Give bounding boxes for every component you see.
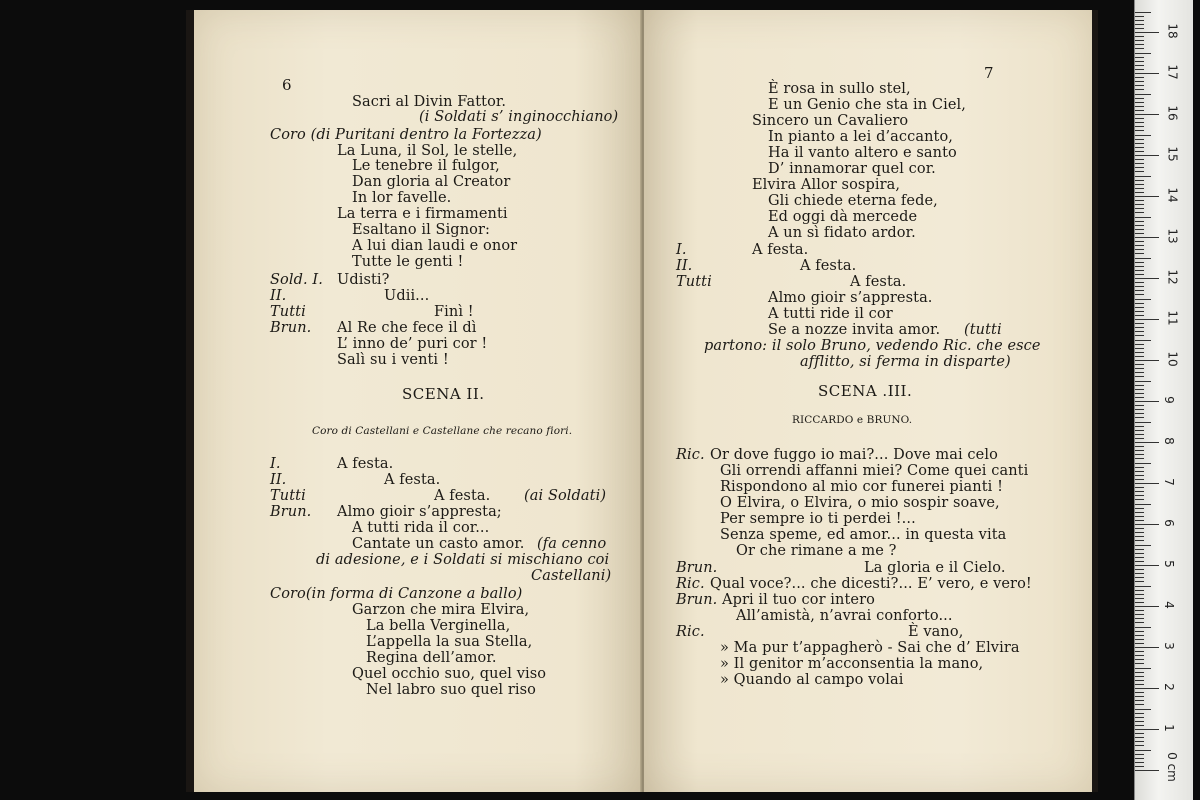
- ruler-tick: [1135, 631, 1144, 632]
- ruler-tick: [1135, 61, 1144, 62]
- verse-line: Salì su i venti !: [337, 352, 449, 368]
- verse-line: A festa.: [752, 242, 809, 258]
- ruler-tick: [1135, 245, 1144, 246]
- verse-line: La terra e i firmamenti: [337, 206, 508, 222]
- ruler-tick: [1135, 53, 1151, 54]
- verse-line: L’ inno de’ puri cor !: [337, 336, 488, 352]
- ruler-tick: [1135, 327, 1144, 328]
- ruler-tick: [1135, 376, 1144, 377]
- verse-line: Gli chiede eterna fede,: [768, 193, 938, 209]
- ruler-tick: [1135, 217, 1151, 218]
- ruler-tick: [1135, 471, 1144, 472]
- ruler-tick: [1135, 565, 1159, 566]
- ruler-tick: [1135, 540, 1144, 541]
- ruler-tick: [1135, 606, 1159, 607]
- verse-line: All’amistà, n’avrai conforto...: [736, 608, 953, 624]
- ruler-tick: [1135, 372, 1144, 373]
- ruler-tick: [1135, 635, 1144, 636]
- ruler-tick: [1135, 770, 1159, 771]
- ruler-tick: [1135, 688, 1159, 689]
- verse-line: In pianto a lei d’accanto,: [768, 129, 953, 145]
- ruler-tick: [1135, 524, 1159, 525]
- verse-line: Per sempre io ti perdei !...: [720, 511, 916, 527]
- speaker-label: Ric.: [676, 624, 705, 640]
- verse-line: D’ innamorar quel cor.: [768, 161, 936, 177]
- ruler-tick: [1135, 266, 1144, 267]
- stage-direction: afflitto, si ferma in disparte): [800, 354, 1011, 370]
- ruler-tick: [1135, 24, 1144, 25]
- verse-line: Quel occhio suo, quel viso: [352, 666, 547, 682]
- ruler-tick: [1135, 253, 1144, 254]
- ruler-tick: [1135, 422, 1151, 423]
- ruler-tick: [1135, 745, 1144, 746]
- verse-line: A tutti ride il cor: [768, 306, 893, 322]
- ruler-tick: [1135, 122, 1144, 123]
- verse-line: Gli orrendi affanni miei? Come quei canti: [720, 463, 1029, 479]
- ruler-tick: [1135, 573, 1144, 574]
- ruler-tick: [1135, 233, 1144, 234]
- ruler-tick: [1135, 241, 1144, 242]
- verse-line: A festa.: [337, 456, 394, 472]
- ruler-tick: [1135, 602, 1144, 603]
- stage-direction: partono: il solo Bruno, vedendo Ric. che esce: [704, 338, 1041, 354]
- ruler-tick: [1135, 12, 1151, 13]
- ruler-tick: [1135, 147, 1144, 148]
- scene-heading: SCENA II.: [402, 385, 485, 403]
- ruler-tick: [1135, 610, 1144, 611]
- ruler-tick: [1135, 323, 1144, 324]
- ruler-tick: [1135, 290, 1144, 291]
- verse-line: Finì !: [434, 304, 474, 320]
- ruler-tick: [1135, 598, 1144, 599]
- ruler-tick: [1135, 651, 1144, 652]
- ruler-tick: [1135, 229, 1144, 230]
- ruler-number: 12: [1165, 269, 1180, 285]
- ruler-tick: [1135, 454, 1144, 455]
- ruler-tick: [1135, 294, 1144, 295]
- ruler-tick: [1135, 520, 1144, 521]
- verse-line: » Ma pur t’appagherò - Sai che d’ Elvira: [720, 640, 1020, 656]
- ruler-number: 8: [1161, 437, 1176, 445]
- ruler-tick: [1135, 655, 1144, 656]
- ruler-tick: [1135, 212, 1144, 213]
- ruler-tick: [1135, 483, 1159, 484]
- ruler-tick: [1135, 151, 1144, 152]
- verse-line: Ha il vanto altero e santo: [768, 145, 957, 161]
- verse-line: Almo gioir s’appresta.: [768, 290, 933, 306]
- ruler-tick: [1135, 192, 1144, 193]
- verse-line: Se a nozze invita amor.: [768, 322, 941, 338]
- speaker-label: Sold. I.: [270, 272, 323, 288]
- ruler-tick: [1135, 717, 1144, 718]
- speaker-label: Brun.: [676, 592, 718, 608]
- verse-line: In lor favelle.: [352, 190, 452, 206]
- ruler-tick: [1135, 73, 1159, 74]
- verse-line: Le tenebre il fulgor,: [352, 158, 500, 174]
- ruler-tick: [1135, 536, 1144, 537]
- ruler-tick: [1135, 180, 1144, 181]
- ruler-tick: [1135, 401, 1159, 402]
- speaker-label: Ric.: [676, 576, 705, 592]
- ruler-tick: [1135, 594, 1144, 595]
- verse-line: La gloria e il Cielo.: [864, 560, 1006, 576]
- ruler-tick: [1135, 270, 1144, 271]
- ruler-tick: [1135, 413, 1144, 414]
- ruler-tick: [1135, 409, 1144, 410]
- verse-line: Esaltano il Signor:: [352, 222, 490, 238]
- ruler-tick: [1135, 741, 1144, 742]
- ruler-tick: [1135, 704, 1144, 705]
- verse-line: Senza speme, ed amor... in questa vita: [720, 527, 1007, 543]
- ruler-tick: [1135, 335, 1144, 336]
- ruler-tick: [1135, 434, 1144, 435]
- ruler-tick: [1135, 586, 1151, 587]
- speaker-line: Coro (di Puritani dentro la Fortezza): [270, 127, 542, 143]
- ruler-tick: [1135, 171, 1144, 172]
- speaker-label: Tutti: [270, 488, 306, 504]
- ruler-tick: [1135, 663, 1144, 664]
- ruler-tick: [1135, 672, 1144, 673]
- scene-description: Coro di Castellani e Castellane che recano fiori.: [312, 425, 573, 437]
- verse-line: Tutte le genti !: [352, 254, 464, 270]
- scene-heading: SCENA .III.: [818, 382, 913, 400]
- verse-line: Nel labro suo quel riso: [366, 682, 536, 698]
- ruler-tick: [1135, 32, 1159, 33]
- verse-line: Cantate un casto amor.: [352, 536, 525, 552]
- ruler-tick: [1135, 397, 1144, 398]
- speaker-label: II.: [270, 472, 287, 488]
- ruler-tick: [1135, 659, 1144, 660]
- ruler-number: 4: [1161, 601, 1176, 609]
- speaker-label: II.: [270, 288, 287, 304]
- ruler-tick: [1135, 381, 1151, 382]
- ruler-tick: [1135, 315, 1144, 316]
- open-book: [186, 10, 1098, 792]
- ruler-tick: [1135, 614, 1144, 615]
- verse-line: Or che rimane a me ?: [736, 543, 897, 559]
- ruler-tick: [1135, 442, 1159, 443]
- ruler-tick: [1135, 622, 1144, 623]
- ruler-tick: [1135, 368, 1144, 369]
- ruler-tick: [1135, 163, 1144, 164]
- verse-line: A tutti rida il cor...: [352, 520, 490, 536]
- ruler-tick: [1135, 221, 1144, 222]
- ruler-tick: [1135, 467, 1144, 468]
- verse-line: Sacri al Divin Fattor.: [352, 94, 507, 110]
- ruler-tick: [1135, 479, 1144, 480]
- verse-line: Dan gloria al Creator: [352, 174, 511, 190]
- ruler-tick: [1135, 184, 1144, 185]
- ruler-tick: [1135, 118, 1144, 119]
- verse-line: Almo gioir s’appresta;: [337, 504, 502, 520]
- verse-line: A festa.: [850, 274, 907, 290]
- verse-line: È rosa in sullo stel,: [768, 81, 911, 97]
- scene-description: RICCARDO e BRUNO.: [792, 414, 913, 426]
- speaker-label: I.: [270, 456, 281, 472]
- verse-line: Al Re che fece il dì: [337, 320, 477, 336]
- ruler-tick: [1135, 262, 1144, 263]
- verse-line: A festa.: [434, 488, 491, 504]
- ruler-tick: [1135, 85, 1144, 86]
- ruler-tick: [1135, 627, 1151, 628]
- ruler-number: 16: [1165, 105, 1180, 121]
- ruler-number: 15: [1165, 146, 1180, 162]
- ruler-tick: [1135, 143, 1144, 144]
- verse-line: È vano,: [908, 624, 964, 640]
- ruler-tick: [1135, 762, 1144, 763]
- ruler-number: 7: [1161, 478, 1176, 486]
- ruler-tick: [1135, 405, 1144, 406]
- ruler-tick: [1135, 516, 1144, 517]
- verse-line: Garzon che mira Elvira,: [352, 602, 530, 618]
- ruler-tick: [1135, 81, 1144, 82]
- ruler-tick: [1135, 348, 1144, 349]
- verse-line: La Luna, il Sol, le stelle,: [337, 143, 518, 159]
- ruler-tick: [1135, 364, 1144, 365]
- ruler-tick: [1135, 102, 1144, 103]
- ruler-tick: [1135, 286, 1144, 287]
- ruler-number: 14: [1165, 187, 1180, 203]
- ruler-tick: [1135, 487, 1144, 488]
- ruler-number: 2: [1161, 683, 1176, 691]
- verse-line: A lui dian laudi e onor: [352, 238, 518, 254]
- verse-line: Apri il tuo cor intero: [722, 592, 875, 608]
- ruler-tick: [1135, 766, 1144, 767]
- stage-direction: (fa cenno: [537, 536, 607, 552]
- ruler-tick: [1135, 709, 1151, 710]
- verse-line: Ed oggi dà mercede: [768, 209, 918, 225]
- ruler-origin-label: 0 cm: [1164, 752, 1179, 782]
- ruler-tick: [1135, 549, 1144, 550]
- ruler-tick: [1135, 737, 1144, 738]
- ruler-tick: [1135, 110, 1144, 111]
- ruler-tick: [1135, 668, 1151, 669]
- ruler-tick: [1135, 57, 1144, 58]
- verse-line: O Elvira, o Elvira, o mio sospir soave,: [720, 495, 1000, 511]
- ruler-tick: [1135, 94, 1151, 95]
- ruler-tick: [1135, 495, 1144, 496]
- page-number: 7: [984, 64, 994, 82]
- ruler-tick: [1135, 430, 1144, 431]
- verse-line: Udisti?: [337, 272, 390, 288]
- ruler-tick: [1135, 643, 1144, 644]
- ruler-tick: [1135, 545, 1151, 546]
- ruler-tick: [1135, 569, 1144, 570]
- ruler-tick: [1135, 130, 1144, 131]
- speaker-line: Coro(in forma di Canzone a ballo): [270, 586, 523, 602]
- ruler-tick: [1135, 426, 1144, 427]
- ruler-tick: [1135, 40, 1144, 41]
- ruler-tick: [1135, 700, 1144, 701]
- ruler-tick: [1135, 417, 1144, 418]
- ruler-tick: [1135, 639, 1144, 640]
- verse-line: La bella Verginella,: [366, 618, 511, 634]
- ruler-tick: [1135, 393, 1144, 394]
- ruler-tick: [1135, 532, 1144, 533]
- ruler-tick: [1135, 282, 1144, 283]
- ruler-tick: [1135, 139, 1144, 140]
- ruler-tick: [1135, 754, 1144, 755]
- ruler-tick: [1135, 713, 1144, 714]
- ruler-tick: [1135, 69, 1144, 70]
- ruler-tick: [1135, 561, 1144, 562]
- speaker-label: I.: [676, 242, 687, 258]
- ruler-tick: [1135, 200, 1144, 201]
- ruler-tick: [1135, 733, 1144, 734]
- ruler-tick: [1135, 188, 1144, 189]
- ruler-tick: [1135, 508, 1144, 509]
- verse-line: Or dove fuggo io mai?... Dove mai celo: [710, 447, 998, 463]
- ruler-tick: [1135, 159, 1144, 160]
- ruler-tick: [1135, 167, 1144, 168]
- ruler-tick: [1135, 155, 1159, 156]
- ruler-tick: [1135, 331, 1144, 332]
- ruler-tick: [1135, 458, 1144, 459]
- ruler-tick: [1135, 344, 1144, 345]
- ruler-tick: [1135, 696, 1144, 697]
- ruler-tick: [1135, 356, 1144, 357]
- ruler-tick: [1135, 758, 1144, 759]
- ruler-tick: [1135, 44, 1144, 45]
- ruler-tick: [1135, 450, 1144, 451]
- right-page: [644, 10, 1092, 792]
- ruler-tick: [1135, 20, 1144, 21]
- ruler-tick: [1135, 114, 1159, 115]
- ruler-tick: [1135, 528, 1144, 529]
- verse-line: A festa.: [800, 258, 857, 274]
- speaker-label: Brun.: [270, 504, 312, 520]
- speaker-label: Brun.: [270, 320, 312, 336]
- ruler-tick: [1135, 446, 1144, 447]
- ruler-tick: [1135, 463, 1151, 464]
- ruler-tick: [1135, 684, 1144, 685]
- ruler-number: 10: [1165, 351, 1180, 367]
- stage-direction: Castellani): [531, 568, 612, 584]
- ruler-tick: [1135, 475, 1144, 476]
- ruler-tick: [1135, 389, 1144, 390]
- ruler-number: 5: [1161, 560, 1176, 568]
- ruler-tick: [1135, 204, 1144, 205]
- verse-line: Elvira Allor sospira,: [752, 177, 901, 193]
- ruler-tick: [1135, 618, 1144, 619]
- ruler-tick: [1135, 680, 1144, 681]
- ruler-tick: [1135, 676, 1144, 677]
- page-number: 6: [282, 76, 292, 94]
- ruler-tick: [1135, 360, 1159, 361]
- ruler-tick: [1135, 98, 1144, 99]
- stage-direction: di adesione, e i Soldati si mischiano coi: [316, 552, 610, 568]
- ruler-number: 6: [1161, 519, 1176, 527]
- ruler-tick: [1135, 89, 1144, 90]
- measuring-ruler: [1134, 0, 1193, 800]
- ruler-tick: [1135, 237, 1159, 238]
- verse-line: » Quando al campo volai: [720, 672, 904, 688]
- verse-line: A un sì fidato ardor.: [768, 225, 916, 241]
- ruler-tick: [1135, 208, 1144, 209]
- ruler-tick: [1135, 340, 1151, 341]
- ruler-number: 1: [1161, 724, 1176, 732]
- ruler-tick: [1135, 438, 1144, 439]
- ruler-tick: [1135, 28, 1144, 29]
- verse-line: Udii...: [384, 288, 430, 304]
- ruler-tick: [1135, 126, 1144, 127]
- speaker-label: II.: [676, 258, 693, 274]
- ruler-tick: [1135, 36, 1144, 37]
- ruler-tick: [1135, 557, 1144, 558]
- ruler-tick: [1135, 77, 1144, 78]
- ruler-number: 11: [1165, 310, 1180, 326]
- ruler-tick: [1135, 16, 1144, 17]
- left-page: [194, 10, 642, 792]
- stage-direction: (tutti: [964, 322, 1002, 338]
- ruler-tick: [1135, 311, 1144, 312]
- ruler-tick: [1135, 48, 1144, 49]
- stage-direction: (i Soldati s’ inginocchiano): [419, 109, 619, 125]
- verse-line: » Il genitor m’acconsentia la mano,: [720, 656, 984, 672]
- ruler-tick: [1135, 319, 1159, 320]
- ruler-tick: [1135, 196, 1159, 197]
- verse-line: L’appella la sua Stella,: [366, 634, 533, 650]
- ruler-tick: [1135, 106, 1144, 107]
- speaker-label: Ric.: [676, 447, 705, 463]
- ruler-tick: [1135, 249, 1144, 250]
- ruler-tick: [1135, 278, 1159, 279]
- ruler-tick: [1135, 299, 1151, 300]
- stage-direction: (ai Soldati): [524, 488, 607, 504]
- ruler-tick: [1135, 176, 1151, 177]
- ruler-tick: [1135, 721, 1144, 722]
- ruler-tick: [1135, 581, 1144, 582]
- ruler-tick: [1135, 303, 1144, 304]
- ruler-tick: [1135, 590, 1144, 591]
- ruler-number: 3: [1161, 642, 1176, 650]
- verse-line: A festa.: [384, 472, 441, 488]
- ruler-number: 18: [1165, 23, 1180, 39]
- verse-line: Rispondono al mio cor funerei pianti !: [720, 479, 1004, 495]
- ruler-tick: [1135, 729, 1159, 730]
- ruler-tick: [1135, 725, 1144, 726]
- verse-line: Regina dell’amor.: [366, 650, 497, 666]
- ruler-tick: [1135, 750, 1151, 751]
- ruler-tick: [1135, 692, 1144, 693]
- verse-line: E un Genio che sta in Ciel,: [768, 97, 966, 113]
- ruler-tick: [1135, 491, 1144, 492]
- ruler-number: 17: [1165, 64, 1180, 80]
- ruler-tick: [1135, 512, 1144, 513]
- verse-line: Qual voce?... che dicesti?... E’ vero, e vero!: [710, 576, 1032, 592]
- ruler-number: 9: [1161, 396, 1176, 404]
- ruler-tick: [1135, 385, 1144, 386]
- ruler-tick: [1135, 225, 1144, 226]
- ruler-tick: [1135, 135, 1151, 136]
- speaker-label: Tutti: [270, 304, 306, 320]
- ruler-tick: [1135, 307, 1144, 308]
- ruler-tick: [1135, 65, 1144, 66]
- ruler-tick: [1135, 553, 1144, 554]
- ruler-tick: [1135, 352, 1144, 353]
- ruler-tick: [1135, 274, 1144, 275]
- ruler-tick: [1135, 577, 1144, 578]
- speaker-label: Brun.: [676, 560, 718, 576]
- speaker-label: Tutti: [676, 274, 712, 290]
- ruler-tick: [1135, 504, 1151, 505]
- verse-line: Sincero un Cavaliero: [752, 113, 909, 129]
- ruler-tick: [1135, 499, 1144, 500]
- ruler-number: 13: [1165, 228, 1180, 244]
- ruler-tick: [1135, 258, 1151, 259]
- ruler-tick: [1135, 647, 1159, 648]
